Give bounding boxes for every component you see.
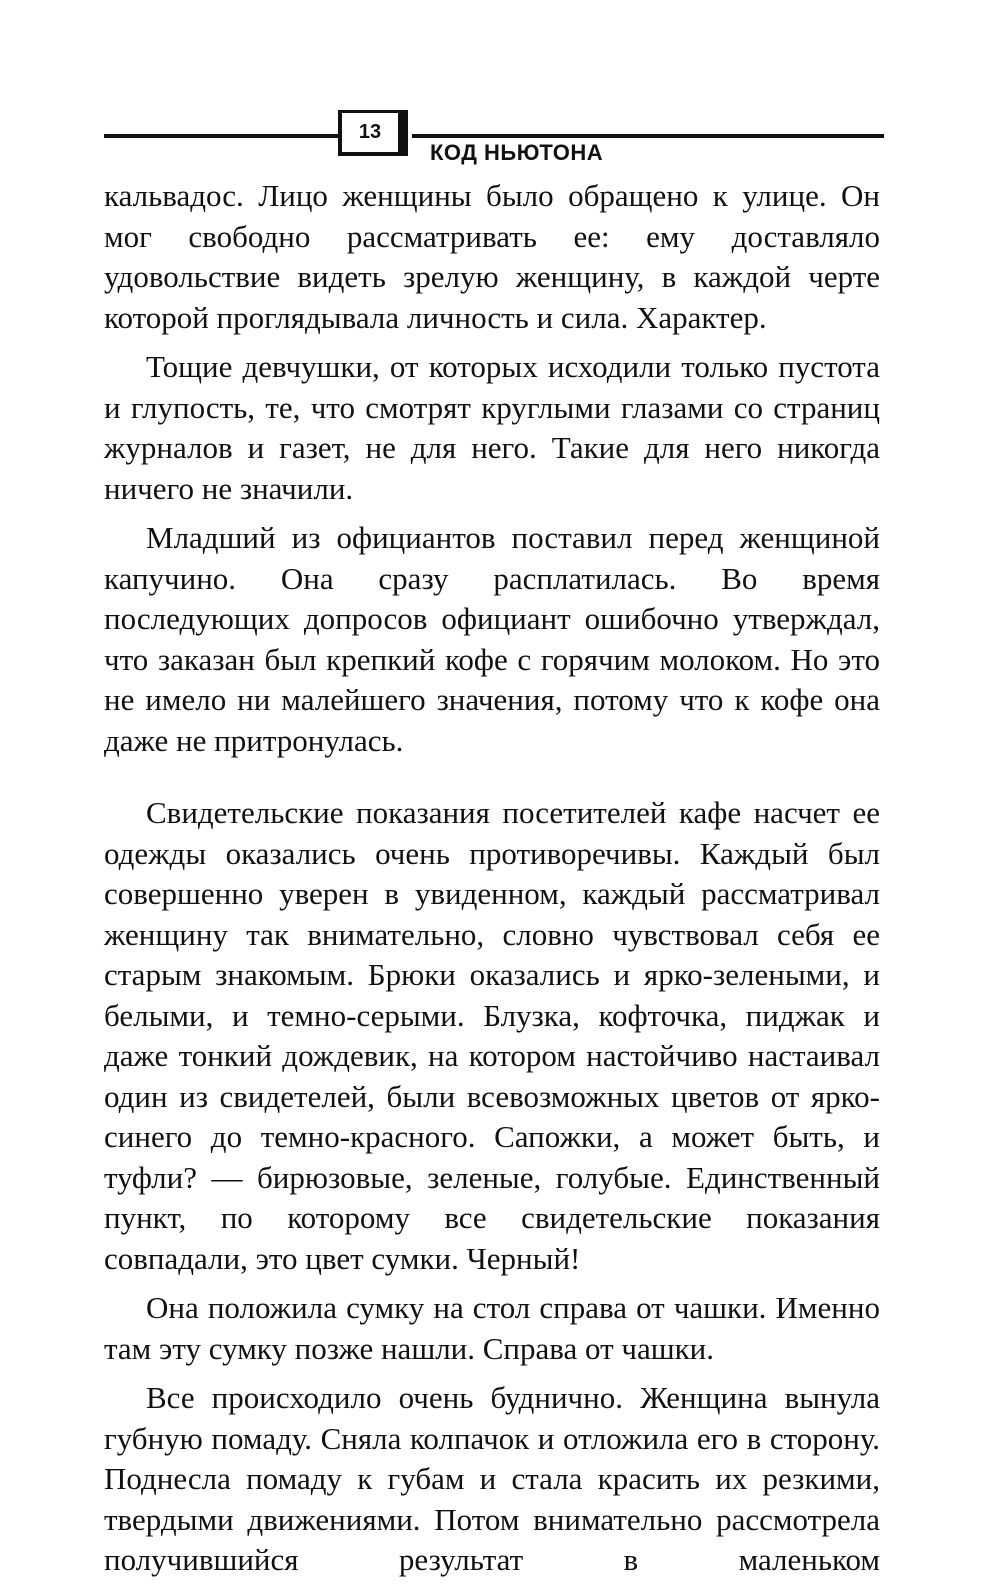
paragraph-2: Тощие девчушки, от которых исходили только пустота и глупость, те, что смотрят круглыми глазами со страниц журналов и газет, не для него. Такие для него никогда ничего не значили.: [104, 349, 880, 506]
page-header: [104, 108, 884, 168]
paragraph-4: Свидетельские показания посетителей кафе насчет ее одежды оказались очень противоречивы. Каждый был совершенно уверен в увиденном, каждый рассматривал женщину так внимательно, словно чувствовал себя ее старым знакомым. Брюки оказались и ярко-зелеными, и белыми, и темно-серыми. Блузка, кофточка, пиджак и даже тонкий дождевик, на котором настойчиво настаивал один из свидетелей, были всевозможных цветов от ярко-синего до темно-красного. Сапожки, а может быть, и туфли? — бирюзовые, зеленые, голубые. Единственный пункт, по которому все свидетельские показания совпадали, это цвет сумки. Черный!: [104, 795, 880, 1276]
header-rule-left: [104, 134, 338, 138]
body-text: [104, 176, 880, 1590]
paragraph-3: Младший из официантов поставил перед женщиной капучино. Она сразу расплатилась. Во время последующих допросов официант ошибочно утверждал, что заказан был крепкий кофе с горячим молоком. Но это не имело ни малейшего значения, потому что к кофе она даже не притронулась.: [104, 520, 880, 758]
paragraph-6: Все происходило очень буднично. Женщина вынула губную помаду. Сняла колпачок и отложила его в сторону. Поднесла помаду к губам и стала красить их резкими, твердыми движениями. Потом внимательно рассмотрела получившийся результат в маленьком: [104, 1380, 880, 1577]
header-rule-right: [412, 134, 884, 138]
page-box-notch: [400, 110, 408, 156]
paragraph-5: Она положила сумку на стол справа от чашки. Именно там эту сумку позже нашли. Справа от чашки.: [104, 1290, 880, 1366]
running-title: КОД НЬЮТОНА: [430, 140, 604, 165]
page-number: 13: [358, 121, 382, 143]
page-number-box: [338, 110, 404, 156]
paragraph-1: кальвадос. Лицо женщины было обращено к улице. Он мог свободно рассматривать ее: ему доставляло удовольствие видеть зрелую женщину, в каждой черте которой проглядывала личность и сила. Характер.: [104, 178, 880, 335]
